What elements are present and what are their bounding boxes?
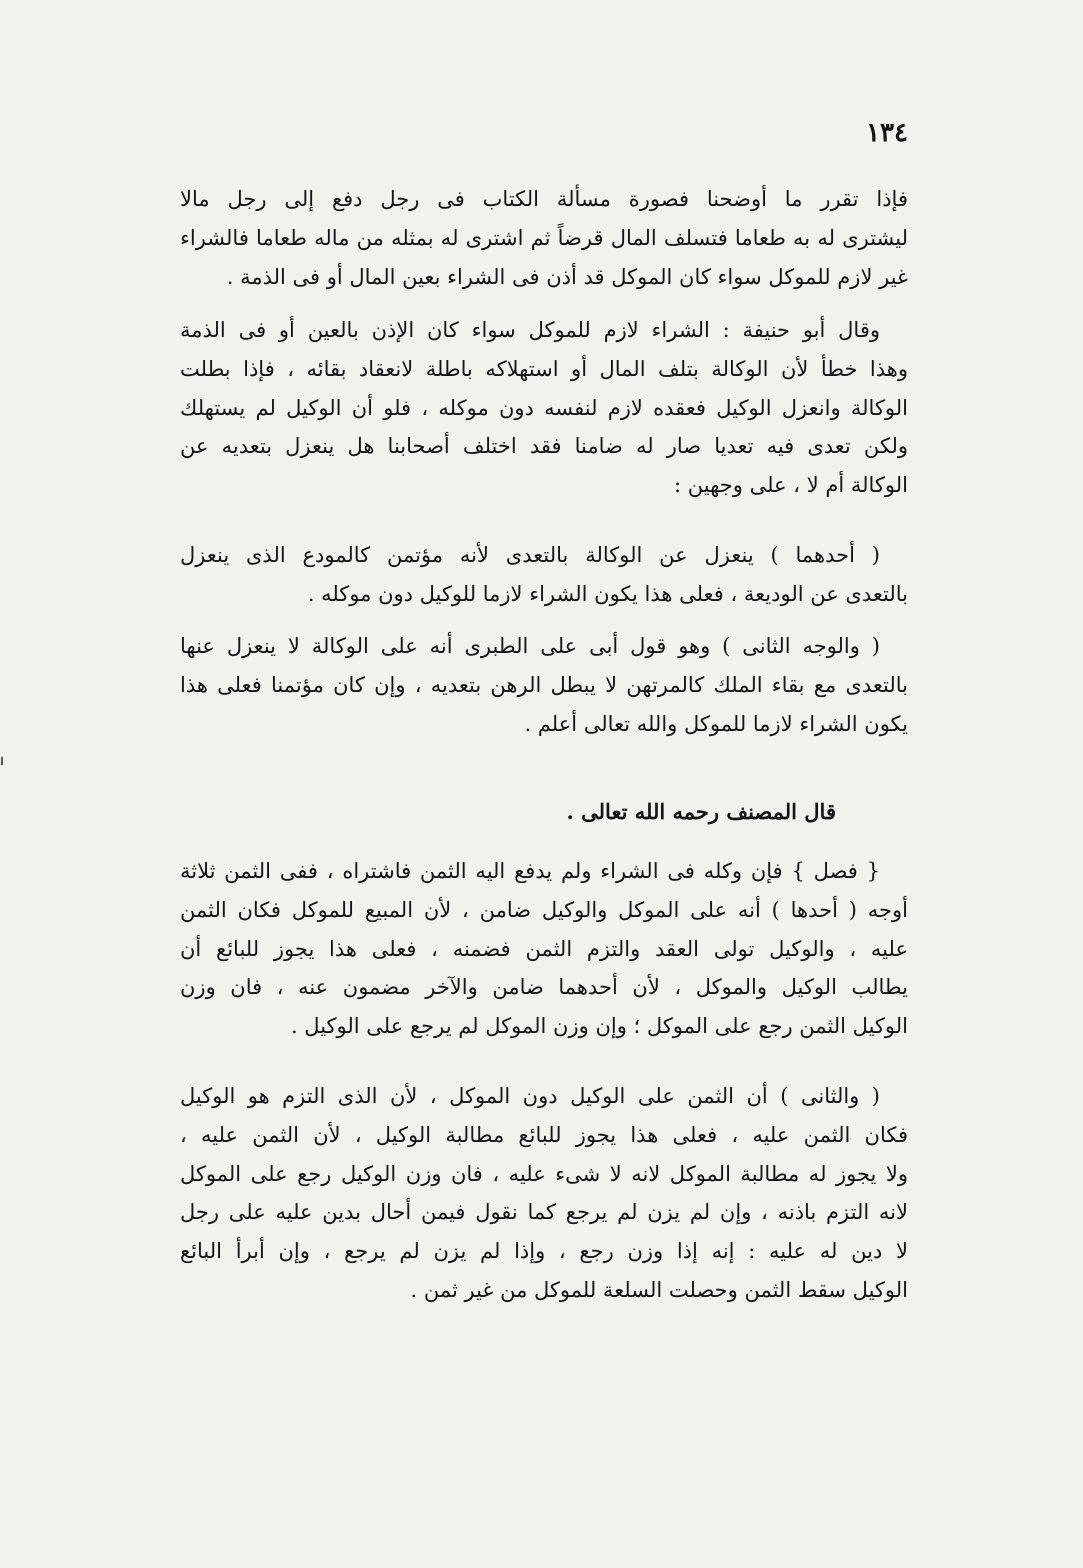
text-line: وقال أبو حنيفة : الشراء لازم للموكل سواء كان الإذن بالعين أو فى الذمة xyxy=(180,318,880,342)
section-heading: قال المصنف رحمه الله تعالى . xyxy=(566,799,836,824)
text-line: الوكيل الثمن رجع على الموكل ؛ وإن وزن الموكل لم يرجع على الوكيل . xyxy=(290,1014,908,1039)
text-line: بالتعدى مع بقاء الملك كالمرتهن لا يبطل الرهن بتعديه ، وإن كان مؤتمنا فعلى هذا xyxy=(180,672,908,697)
text-line: بالتعدى عن الوديعة ، فعلى هذا يكون الشراء لازما للوكيل دون موكله . xyxy=(307,581,908,606)
text-line: يكون الشراء لازما للموكل والله تعالى أعلم . xyxy=(524,711,908,736)
text-line: غير لازم للموكل سواء كان الموكل قد أذن فى الشراء بعين المال أو فى الذمة . xyxy=(226,264,908,289)
text-line: ولا يجوز له مطالبة الموكل لانه لا شىء عليه ، فان وزن الوكيل رجع على الموكل xyxy=(180,1161,908,1186)
text-line: الوكيل سقط الثمن وحصلت السلعة للموكل من غير ثمن . xyxy=(410,1277,908,1302)
text-line: ( أحدهما ) ينعزل عن الوكالة بالتعدى لأنه مؤتمن كالمودع الذى ينعزل xyxy=(180,543,880,567)
text-line: ( والثانى ) أن الثمن على الوكيل دون الموكل ، لأن الذى التزم هو الوكيل xyxy=(180,1084,880,1108)
text-line: { فصل } فإن وكله فى الشراء ولم يدفع اليه الثمن فاشتراه ، ففى الثمن ثلاثة xyxy=(180,859,880,883)
text-line: لا دين له عليه : إنه إذا وزن رجع ، وإذا لم يزن لم يرجع ، وإن أبرأ البائع xyxy=(180,1239,908,1264)
text-line: الوكالة أم لا ، على وجهين : xyxy=(674,473,908,498)
text-line: الوكالة وانعزل الوكيل فعقده لازم لنفسه دون موكله ، فلو أن الوكيل لم يستهلك xyxy=(180,395,908,420)
text-line: فكان الثمن عليه ، فعلى هذا يجوز للبائع مطالبة الوكيل ، لأن الثمن عليه ، xyxy=(180,1122,908,1147)
text-line: فإذا تقرر ما أوضحنا فصورة مسألة الكتاب فى رجل دفع إلى رجل مالا xyxy=(180,187,908,211)
paragraph-2 xyxy=(180,311,908,505)
scan-margin-mark xyxy=(1,757,3,765)
paragraph-1 xyxy=(180,180,908,296)
paragraph-3 xyxy=(180,536,908,614)
page-number: ١٣٤ xyxy=(866,118,908,148)
paragraph-6 xyxy=(180,1077,908,1310)
text-line: ( والوجه الثانى ) وهو قول أبى على الطبرى أنه على الوكالة لا ينعزل عنها xyxy=(180,634,880,658)
paragraph-5 xyxy=(180,852,908,1046)
text-line: وهذا خطأ لأن الوكالة بتلف المال أو استهلاكه باطلة لانعقاد بقائه ، فإذا بطلت xyxy=(180,356,908,381)
text-line: عليه ، والوكيل تولى العقد والتزم الثمن فضمنه ، فعلى هذا يجوز للبائع أن xyxy=(180,936,908,961)
paragraph-4 xyxy=(180,627,908,743)
text-line: أوجه ( أحدها ) أنه على الموكل والوكيل ضامن ، لأن المبيع للموكل فكان الثمن xyxy=(180,897,908,922)
text-line: يطالب الوكيل والموكل ، لأن أحدهما ضامن والآخر مضمون عنه ، فان وزن xyxy=(180,975,908,1000)
text-line: ليشترى له به طعاما فتسلف المال قرضاً ثم اشترى له بمثله من ماله طعاما فالشراء xyxy=(180,225,908,250)
text-line: لانه التزم باذنه ، وإن لم يزن لم يرجع كما نقول فيمن أحال بدين عليه على رجل xyxy=(180,1200,908,1225)
text-line: ولكن تعدى فيه تعديا صار له ضامنا فقد اختلف أصحابنا هل ينعزل بتعديه عن xyxy=(180,434,908,459)
